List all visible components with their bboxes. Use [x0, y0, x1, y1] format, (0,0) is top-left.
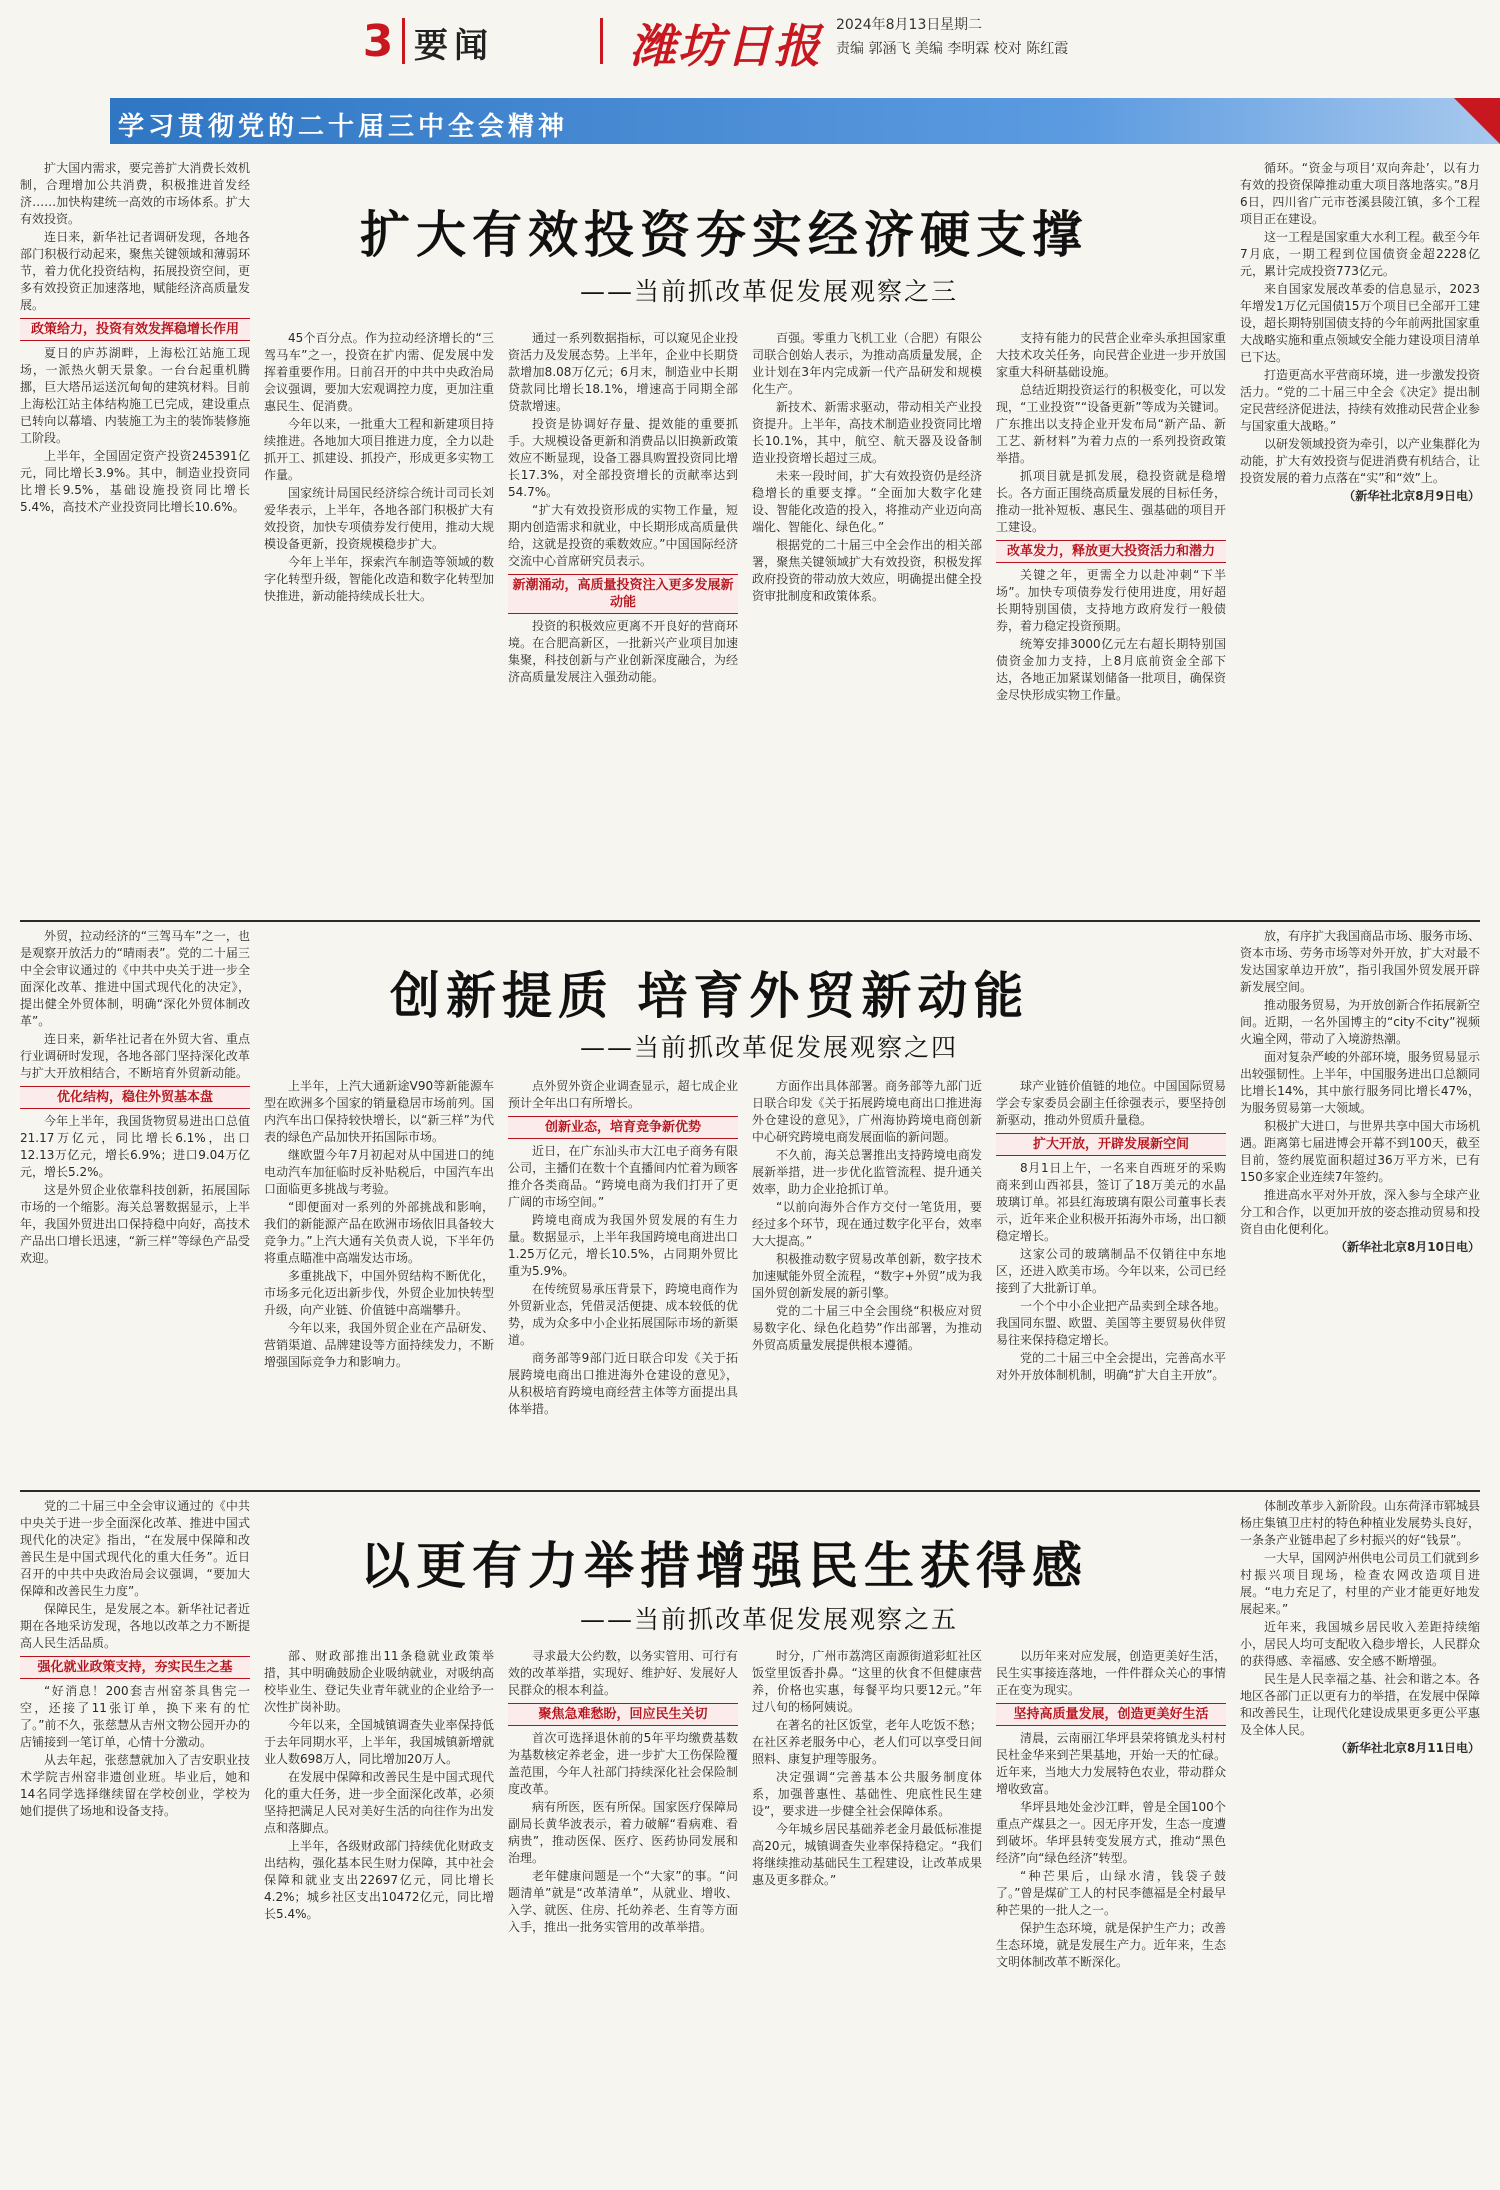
paragraph: 国家统计局国民经济综合统计司司长刘爱华表示，上半年，各地各部门积极扩大有效投资，加快专项债券发行使用，推动大规模设备更新，投资规模稳步扩大。: [264, 486, 494, 551]
section-subheading: 创新业态，培育竞争新优势: [508, 1116, 738, 1139]
paragraph: 党的二十届三中全会提出，完善高水平对外开放体制机制，明确“扩大自主开放”。: [996, 1351, 1226, 1382]
paragraph: “以前向海外合作方交付一笔货用，要经过多个环节，现在通过数字化平台，效率大大提高。”: [752, 1200, 982, 1248]
paragraph: 部、财政部推出11条稳就业政策举措，其中明确鼓励企业吸纳就业，对吸纳高校毕业生、登记失业青年就业的企业给予一次性扩岗补助。: [264, 1649, 494, 1714]
section-subheading: 新潮涌动，高质量投资注入更多发展新动能: [508, 574, 738, 614]
paragraph: 外贸，拉动经济的“三驾马车”之一，也是观察开放活力的“晴雨表”。党的二十届三中全会审议通过的《中共中央关于进一步全面深化改革、推进中国式现代化的决定》，提出健全外贸体制，明确“深化外贸体制改革”。: [20, 929, 250, 1028]
paragraph: 通过一系列数据指标，可以窥见企业投资活力及发展态势。上半年，企业中长期贷款增加8.08万亿元；6月末，制造业中长期贷款同比增长18.1%，增速高于同期全部贷款增速。: [508, 331, 738, 413]
paragraph: 统筹安排3000亿元左右超长期特别国债资金加力支持，上8月底前资金全部下达，各地正加紧谋划储备一批项目，确保资金尽快形成实物工作量。: [996, 637, 1226, 702]
issue-date: 2024年8月13日: [836, 17, 941, 33]
paragraph: 多重挑战下，中国外贸结构不断优化，市场多元化迈出新步伐，外贸企业加快转型升级，向产业链、价值链中高端攀升。: [264, 1269, 494, 1317]
paragraph: 点外贸外资企业调查显示，超七成企业预计全年出口有所增长。: [508, 1079, 738, 1110]
paragraph: 保护生态环境，就是保护生产力；改善生态环境，就是发展生产力。近年来，生态文明体制改革不断深化。: [996, 1921, 1226, 1969]
paragraph: 连日来，新华社记者调研发现，各地各部门积极行动起来，聚焦关键领域和薄弱环节，着力优化投资结构，拓展投资空间，更多有效投资正加速落地，赋能经济高质量发展。: [20, 230, 250, 312]
paragraph: 跨境电商成为我国外贸发展的有生力量。数据显示，上半年我国跨境电商进出口1.25万亿元，增长10.5%，占同期外贸比重为5.9%。: [508, 1213, 738, 1278]
article-credit: （新华社北京8月9日电）: [1343, 489, 1480, 503]
paragraph: 新技术、新需求驱动，带动相关产业投资提升。上半年，高技术制造业投资同比增长10.1%，其中，航空、航天器及设备制造业投资增长超过三成。: [752, 400, 982, 465]
article-foreign-trade: [20, 928, 1480, 1483]
article-headline: 以更有力举措增强民生获得感: [360, 1536, 1088, 1595]
paragraph: 未来一段时间，扩大有效投资仍是经济稳增长的重要支撑。“全面加大数字化建设、智能化改造的投入，将推动产业迈向高端化、智能化、绿色化。”: [752, 469, 982, 534]
masthead-divider-2: [600, 18, 603, 64]
paragraph: 商务部等9部门近日联合印发《关于拓展跨境电商出口推进海外仓建设的意见》，从积极培育跨境电商经营主体等方面提出具体举措。: [508, 1351, 738, 1416]
article-column-1: [20, 160, 250, 910]
paragraph: 寻求最大公约数，以务实管用、可行有效的改革举措，实现好、维护好、发展好人民群众的根本利益。: [508, 1649, 738, 1697]
paragraph: 放，有序扩大我国商品市场、服务市场、资本市场、劳务市场等对外开放，扩大对最不发达国家单边开放”，指引我国外贸发展开辟新发展空间。: [1240, 929, 1480, 994]
paragraph: 保障民生，是发展之本。新华社记者近期在各地采访发现，各地以改革之力不断提高人民生活品质。: [20, 1602, 250, 1650]
article-column-4: [752, 1078, 982, 1478]
paragraph: 推进高水平对外开放，深入参与全球产业分工和合作，以更加开放的姿态推动贸易和投资自由化便利化。: [1240, 1188, 1480, 1236]
paragraph: 老年健康问题是一个“大家”的事。“问题清单”就是“改革清单”，从就业、增收、入学、就医、住房、托幼养老、生育等方面入手，推出一批务实管用的改革举措。: [508, 1869, 738, 1934]
paragraph: 上半年，上汽大通新途V90等新能源车型在欧洲多个国家的销量稳居市场前列。国内汽车出口保持较快增长，以“新三样”为代表的绿色产品加快开拓国际市场。: [264, 1079, 494, 1144]
article-investment: [20, 150, 1480, 915]
paragraph: 这是外贸企业依靠科技创新，拓展国际市场的一个缩影。海关总署数据显示，上半年，我国外贸进出口保持稳中向好，高技术产品出口增长迅速，“新三样”等绿色产品受欢迎。: [20, 1183, 250, 1265]
article-subhead: ——当前抓改革促发展观察之三: [580, 277, 959, 306]
paragraph: 清晨，云南丽江华坪县荣将镇龙头村村民杜金华来到芒果基地，开始一天的忙碌。近年来，当地大力发展特色农业，带动群众增收致富。: [996, 1731, 1226, 1796]
article-column-6: [1240, 160, 1480, 910]
article-credit: （新华社北京8月11日电）: [1334, 1741, 1480, 1755]
paragraph: 今年以来，一批重大工程和新建项目持续推进。各地加大项目推进力度，全力以赴抓开工、抓建设、抓投产，形成更多实物工作量。: [264, 417, 494, 482]
article-divider: [20, 920, 1480, 922]
paragraph: 一大早，国网泸州供电公司员工们就到乡村振兴项目现场，检查农网改造项目进展。“电力充足了，村里的产业才能更好地发展起来。”: [1240, 1551, 1480, 1616]
paragraph: 今年城乡居民基础养老金月最低标准提高20元，城镇调查失业率保持稳定。“我们将继续推动基础民生工程建设，让改革成果惠及更多群众。”: [752, 1822, 982, 1887]
paragraph: 以研发领域投资为牵引，以产业集群化为动能，扩大有效投资与促进消费有机结合，让投资发展的着力点落在“实”和“效”上。: [1240, 437, 1480, 485]
paragraph: 体制改革步入新阶段。山东荷泽市郓城县杨庄集镇卫庄村的特色种植业发展势头良好，一条条产业链串起了乡村振兴的好“钱景”。: [1240, 1499, 1480, 1547]
paragraph: 华坪县地处金沙江畔，曾是全国100个重点产煤县之一。因无序开发，生态一度遭到破坏。华坪县转变发展方式，推动“黑色经济”向“绿色经济”转型。: [996, 1800, 1226, 1865]
article-column-5: [996, 1078, 1226, 1478]
paragraph: 从去年起，张慈慧就加入了吉安职业技术学院吉州窑非遗创业班。毕业后，她和14名同学选择继续留在学校创业，学校为她们提供了场地和设备支持。: [20, 1753, 250, 1818]
paragraph: 面对复杂严峻的外部环境，服务贸易显示出较强韧性。上半年，中国服务进出口总额同比增长14%，其中旅行服务同比增长47%，为服务贸易第一大领域。: [1240, 1050, 1480, 1115]
paragraph: 积极推动数字贸易改革创新，数字技术加速赋能外贸全流程，“数字+外贸”成为我国外贸创新发展的新引擎。: [752, 1252, 982, 1300]
paragraph: 百强。零重力飞机工业（合肥）有限公司联合创始人表示，为推动高质量发展，企业计划在3年内完成新一代产品研发和规模化生产。: [752, 331, 982, 396]
paragraph: 以历年来对应发展，创造更美好生活，民生实事接连落地，一件件群众关心的事情正在变为现实。: [996, 1649, 1226, 1697]
article-column-3: [508, 1648, 738, 2178]
paragraph: 打造更高水平营商环境，进一步激发投资活力。“党的二十届三中全会《决定》提出制定民营经济促进法，持续有效推动民营企业参与国家重大战略。”: [1240, 368, 1480, 433]
article-column-3: [508, 330, 738, 910]
section-subheading: 优化结构，稳住外贸基本盘: [20, 1086, 250, 1109]
paragraph: 首次可选择退休前的5年平均缴费基数为基数核定养老金，进一步扩大工伤保险覆盖范围，今年人社部门持续深化社会保险制度改革。: [508, 1731, 738, 1796]
paragraph: 这一工程是国家重大水利工程。截至今年7月底，一期工程到位国债资金超2228亿元，累计完成投资773亿元。: [1240, 230, 1480, 278]
article-subhead: ——当前抓改革促发展观察之四: [580, 1033, 959, 1062]
paragraph: “种芒果后，山绿水清，钱袋子鼓了。”曾是煤矿工人的村民李德福是全村最早种芒果的一批人之一。: [996, 1869, 1226, 1917]
article-column-6: [1240, 928, 1480, 1478]
paragraph: 近年来，我国城乡居民收入差距持续缩小，居民人均可支配收入稳步增长，人民群众的获得感、幸福感、安全感不断增强。: [1240, 1620, 1480, 1668]
paragraph: 继欧盟今年7月初起对从中国进口的纯电动汽车加征临时反补贴税后，中国汽车出口面临更多挑战与考验。: [264, 1148, 494, 1196]
article-column-5: [996, 1648, 1226, 2178]
paragraph: 来自国家发展改革委的信息显示，2023年增发1万亿元国债15万个项目已全部开工建设，超长期特别国债支持的今年前两批国家重大战略实施和重点领域安全能力建设项目清单已下达。: [1240, 282, 1480, 364]
paragraph: 上半年，全国固定资产投资245391亿元，同比增长3.9%。其中，制造业投资同比增长9.5%，基础设施投资同比增长5.4%，高技术产业投资同比增长10.6%。: [20, 449, 250, 514]
article-column-1: [20, 928, 250, 1478]
article-credit: （新华社北京8月10日电）: [1334, 1240, 1480, 1254]
paragraph: 循环。“资金与项目‘双向奔赴’，以有力有效的投资保障推动重大项目落地落实。”8月6日，四川省广元市苍溪县陵江镇，多个工程项目正在建设。: [1240, 161, 1480, 226]
paragraph: 夏日的庐苏湖畔，上海松江站施工现场，一派热火朝天景象。一台台起重机腾挪，巨大塔吊运送沉甸甸的建筑材料。目前上海松江站主体结构施工已完成，建设重点已转向以幕墙、内装施工为主的装饰装修施工阶段。: [20, 346, 250, 445]
paragraph: 今年上半年，我国货物贸易进出口总值21.17万亿元，同比增长6.1%，出口12.13万亿元，增长6.9%；进口9.04万亿元，增长5.2%。: [20, 1114, 250, 1179]
paragraph: 在发展中保障和改善民生是中国式现代化的重大任务，进一步全面深化改革，必须坚持把满足人民对美好生活的向往作为出发点和落脚点。: [264, 1770, 494, 1835]
section-subheading: 改革发力，释放更大投资活力和潜力: [996, 540, 1226, 563]
issue-weekday: 星期二: [940, 17, 982, 33]
section-subheading: 扩大开放，开辟发展新空间: [996, 1133, 1226, 1156]
article-livelihood: [20, 1498, 1480, 2183]
article-column-2: [264, 330, 494, 910]
paragraph: 不久前，海关总署推出支持跨境电商发展新举措，进一步优化监管流程、提升通关效率，助力企业抢抓订单。: [752, 1148, 982, 1196]
article-divider: [20, 1490, 1480, 1492]
article-headline: 创新提质 培育外贸新动能: [390, 966, 1030, 1025]
paragraph: 在传统贸易承压背景下，跨境电商作为外贸新业态，凭借灵活便捷、成本较低的优势，成为众多中小企业拓展国际市场的新渠道。: [508, 1282, 738, 1347]
paragraph: 方面作出具体部署。商务部等九部门近日联合印发《关于拓展跨境电商出口推进海外仓建设的意见》，广州海协跨境电商创新中心研究跨境电商发展面临的新问题。: [752, 1079, 982, 1144]
paragraph: 扩大国内需求，要完善扩大消费长效机制，合理增加公共消费，积极推进首发经济……加快构建统一高效的市场体系。扩大有效投资。: [20, 161, 250, 226]
banner-corner-decoration: [1454, 98, 1500, 144]
paragraph: 一个个中小企业把产品卖到全球各地。我国同东盟、欧盟、美国等主要贸易伙伴贸易往来保持稳定增长。: [996, 1299, 1226, 1347]
paragraph: 民生是人民幸福之基、社会和谐之本。各地区各部门正以更有力的举措，在发展中保障和改善民生，让现代化建设成果更多更公平惠及全体人民。: [1240, 1672, 1480, 1737]
paragraph: 今年以来，我国外贸企业在产品研发、营销渠道、品牌建设等方面持续发力，不断增强国际竞争力和影响力。: [264, 1321, 494, 1369]
paragraph: 党的二十届三中全会审议通过的《中共中央关于进一步全面深化改革、推进中国式现代化的决定》指出，“在发展中保障和改善民生是中国式现代化的重大任务”。近日召开的中共中央政治局会议强调，“要加大保障和改善民生力度”。: [20, 1499, 250, 1598]
paragraph: 病有所医，医有所保。国家医疗保障局副局长黄华波表示，着力破解“看病难、看病贵”，推动医保、医疗、医药协同发展和治理。: [508, 1800, 738, 1865]
theme-banner-text: 学习贯彻党的二十届三中全会精神: [118, 112, 569, 142]
paragraph: 时分，广州市荔湾区南源街道彩虹社区饭堂里饭香扑鼻。“这里的伙食不但健康营养，价格也实惠，每餐平均只要12元。”年过八旬的杨阿姨说。: [752, 1649, 982, 1714]
paragraph: 这家公司的玻璃制品不仅销往中东地区，还进入欧美市场。今年以来，公司已经接到了大批新订单。: [996, 1247, 1226, 1295]
paragraph: 8月1日上午，一名来自西班牙的采购商来到山西祁县，签订了18万美元的水晶玻璃订单。祁县红海玻璃有限公司董事长表示，近年来企业积极开拓海外市场，出口额稳定增长。: [996, 1161, 1226, 1243]
paragraph: 上半年，各级财政部门持续优化财政支出结构，强化基本民生财力保障，其中社会保障和就业支出22697亿元，同比增长4.2%；城乡社区支出10472亿元，同比增长5.4%。: [264, 1839, 494, 1921]
paper-logo: 潍坊日报: [630, 19, 822, 73]
paragraph: 投资的积极效应更离不开良好的营商环境。在合肥高新区，一批新兴产业项目加速集聚，科技创新与产业创新深度融合，为经济高质量发展注入强劲动能。: [508, 619, 738, 684]
article-column-2: [264, 1648, 494, 2178]
paragraph: 今年上半年，探索汽车制造等领域的数字化转型升级，智能化改造和数字化转型加快推进，新动能持续成长壮大。: [264, 555, 494, 603]
paragraph: 支持有能力的民营企业牵头承担国家重大技术攻关任务，向民营企业进一步开放国家重大科研基础设施。: [996, 331, 1226, 379]
section-subheading: 聚焦急难愁盼，回应民生关切: [508, 1703, 738, 1726]
paragraph: 根据党的二十届三中全会作出的相关部署，聚焦关键领域扩大有效投资，积极发挥政府投资的带动放大效应，明确提出健全投资审批制度和政策体系。: [752, 538, 982, 603]
section-subheading: 强化就业政策支持，夯实民生之基: [20, 1656, 250, 1679]
article-headline: 扩大有效投资夯实经济硬支撑: [360, 205, 1088, 264]
theme-banner: [110, 98, 1500, 144]
article-column-6: [1240, 1498, 1480, 2178]
section-subheading: 坚持高质量发展，创造更美好生活: [996, 1703, 1226, 1726]
paragraph: “即便面对一系列的外部挑战和影响，我们的新能源产品在欧洲市场依旧具备较大竞争力。”上汽大通有关负责人说，下半年仍将重点瞄准中高端发达市场。: [264, 1200, 494, 1265]
article-column-3: [508, 1078, 738, 1478]
article-subhead: ——当前抓改革促发展观察之五: [580, 1605, 959, 1634]
paragraph: 决定强调“完善基本公共服务制度体系，加强普惠性、基础性、兜底性民生建设”，要求进一步健全社会保障体系。: [752, 1770, 982, 1818]
paragraph: 球产业链价值链的地位。中国国际贸易学会专家委员会副主任徐强表示，要坚持创新驱动，推动外贸质升量稳。: [996, 1079, 1226, 1127]
paragraph: 今年以来，全国城镇调查失业率保持低于去年同期水平，上半年，我国城镇新增就业人数698万人，同比增加20万人。: [264, 1718, 494, 1766]
paragraph: 近日，在广东汕头市大江电子商务有限公司，主播们在数十个直播间内忙着为顾客推介各类商品。“跨境电商为我们打开了更广阔的市场空间。”: [508, 1144, 738, 1209]
paragraph: “扩大有效投资形成的实物工作量，短期内创造需求和就业，中长期形成高质量供给，这就是投资的乘数效应。”中国国际经济交流中心首席研究员表示。: [508, 503, 738, 568]
article-column-4: [752, 1648, 982, 2178]
article-column-4: [752, 330, 982, 910]
paragraph: 连日来，新华社记者在外贸大省、重点行业调研时发现，各地各部门坚持深化改革与扩大开放相结合，不断培育外贸新动能。: [20, 1032, 250, 1080]
paragraph: 投资是协调好存量、提效能的重要抓手。大规模设备更新和消费品以旧换新政策效应不断显现，设备工器具购置投资同比增长17.3%，对全部投资增长的贡献率达到54.7%。: [508, 417, 738, 499]
paragraph: 总结近期投资运行的积极变化，可以发现，“工业投资”“设备更新”等成为关键词。广东推出以支持企业开发布局“新产品、新工艺、新材料”为着力点的一系列投资政策举措。: [996, 383, 1226, 465]
paragraph: 抓项目就是抓发展，稳投资就是稳增长。各方面正围绕高质量发展的目标任务，推动一批补短板、惠民生、强基础的项目开工建设。: [996, 469, 1226, 534]
article-column-5: [996, 330, 1226, 910]
masthead: [0, 0, 1500, 98]
masthead-divider: [402, 18, 405, 64]
paragraph: 党的二十届三中全会围绕“积极应对贸易数字化、绿色化趋势”作出部署，为推动外贸高质量发展提供根本遵循。: [752, 1304, 982, 1352]
paragraph: 在著名的社区饭堂，老年人吃饭不愁；在社区养老服务中心，老人们可以享受日间照料、康复护理等服务。: [752, 1718, 982, 1766]
paragraph: 积极扩大进口，与世界共享中国大市场机遇。距离第七届进博会开幕不到100天，截至目前，签约展览面积超过36万平方米，已有150多家企业连续7年签约。: [1240, 1119, 1480, 1184]
paragraph: 关键之年，更需全力以赴冲刺“下半场”。加快专项债券发行使用进度，用好超长期特别国债，支持地方政府发行一般债券，着力稳定投资预期。: [996, 568, 1226, 633]
page-number: 3: [362, 16, 394, 67]
article-column-1: [20, 1498, 250, 2178]
article-column-2: [264, 1078, 494, 1478]
editor-credits: 责编 郭涵飞 美编 李明霖 校对 陈红霞: [836, 41, 1069, 57]
paragraph: 推动服务贸易，为开放创新合作拓展新空间。近期，一名外国博主的“city不city”视频火遍全网，带动了入境游热潮。: [1240, 998, 1480, 1046]
paragraph: “好消息！200套吉州窑茶具售完一空，还接了11张订单，换下来有的忙了。”前不久，张慈慧从吉州文物公园开办的店铺接到一笔订单，心情十分激动。: [20, 1684, 250, 1749]
paragraph: 45个百分点。作为拉动经济增长的“三驾马车”之一，投资在扩内需、促发展中发挥着重要作用。日前召开的中共中央政治局会议强调，要加大宏观调控力度，更加注重惠民生、促消费。: [264, 331, 494, 413]
section-name: 要闻: [414, 26, 494, 66]
section-subheading: 政策给力，投资有效发挥稳增长作用: [20, 318, 250, 341]
